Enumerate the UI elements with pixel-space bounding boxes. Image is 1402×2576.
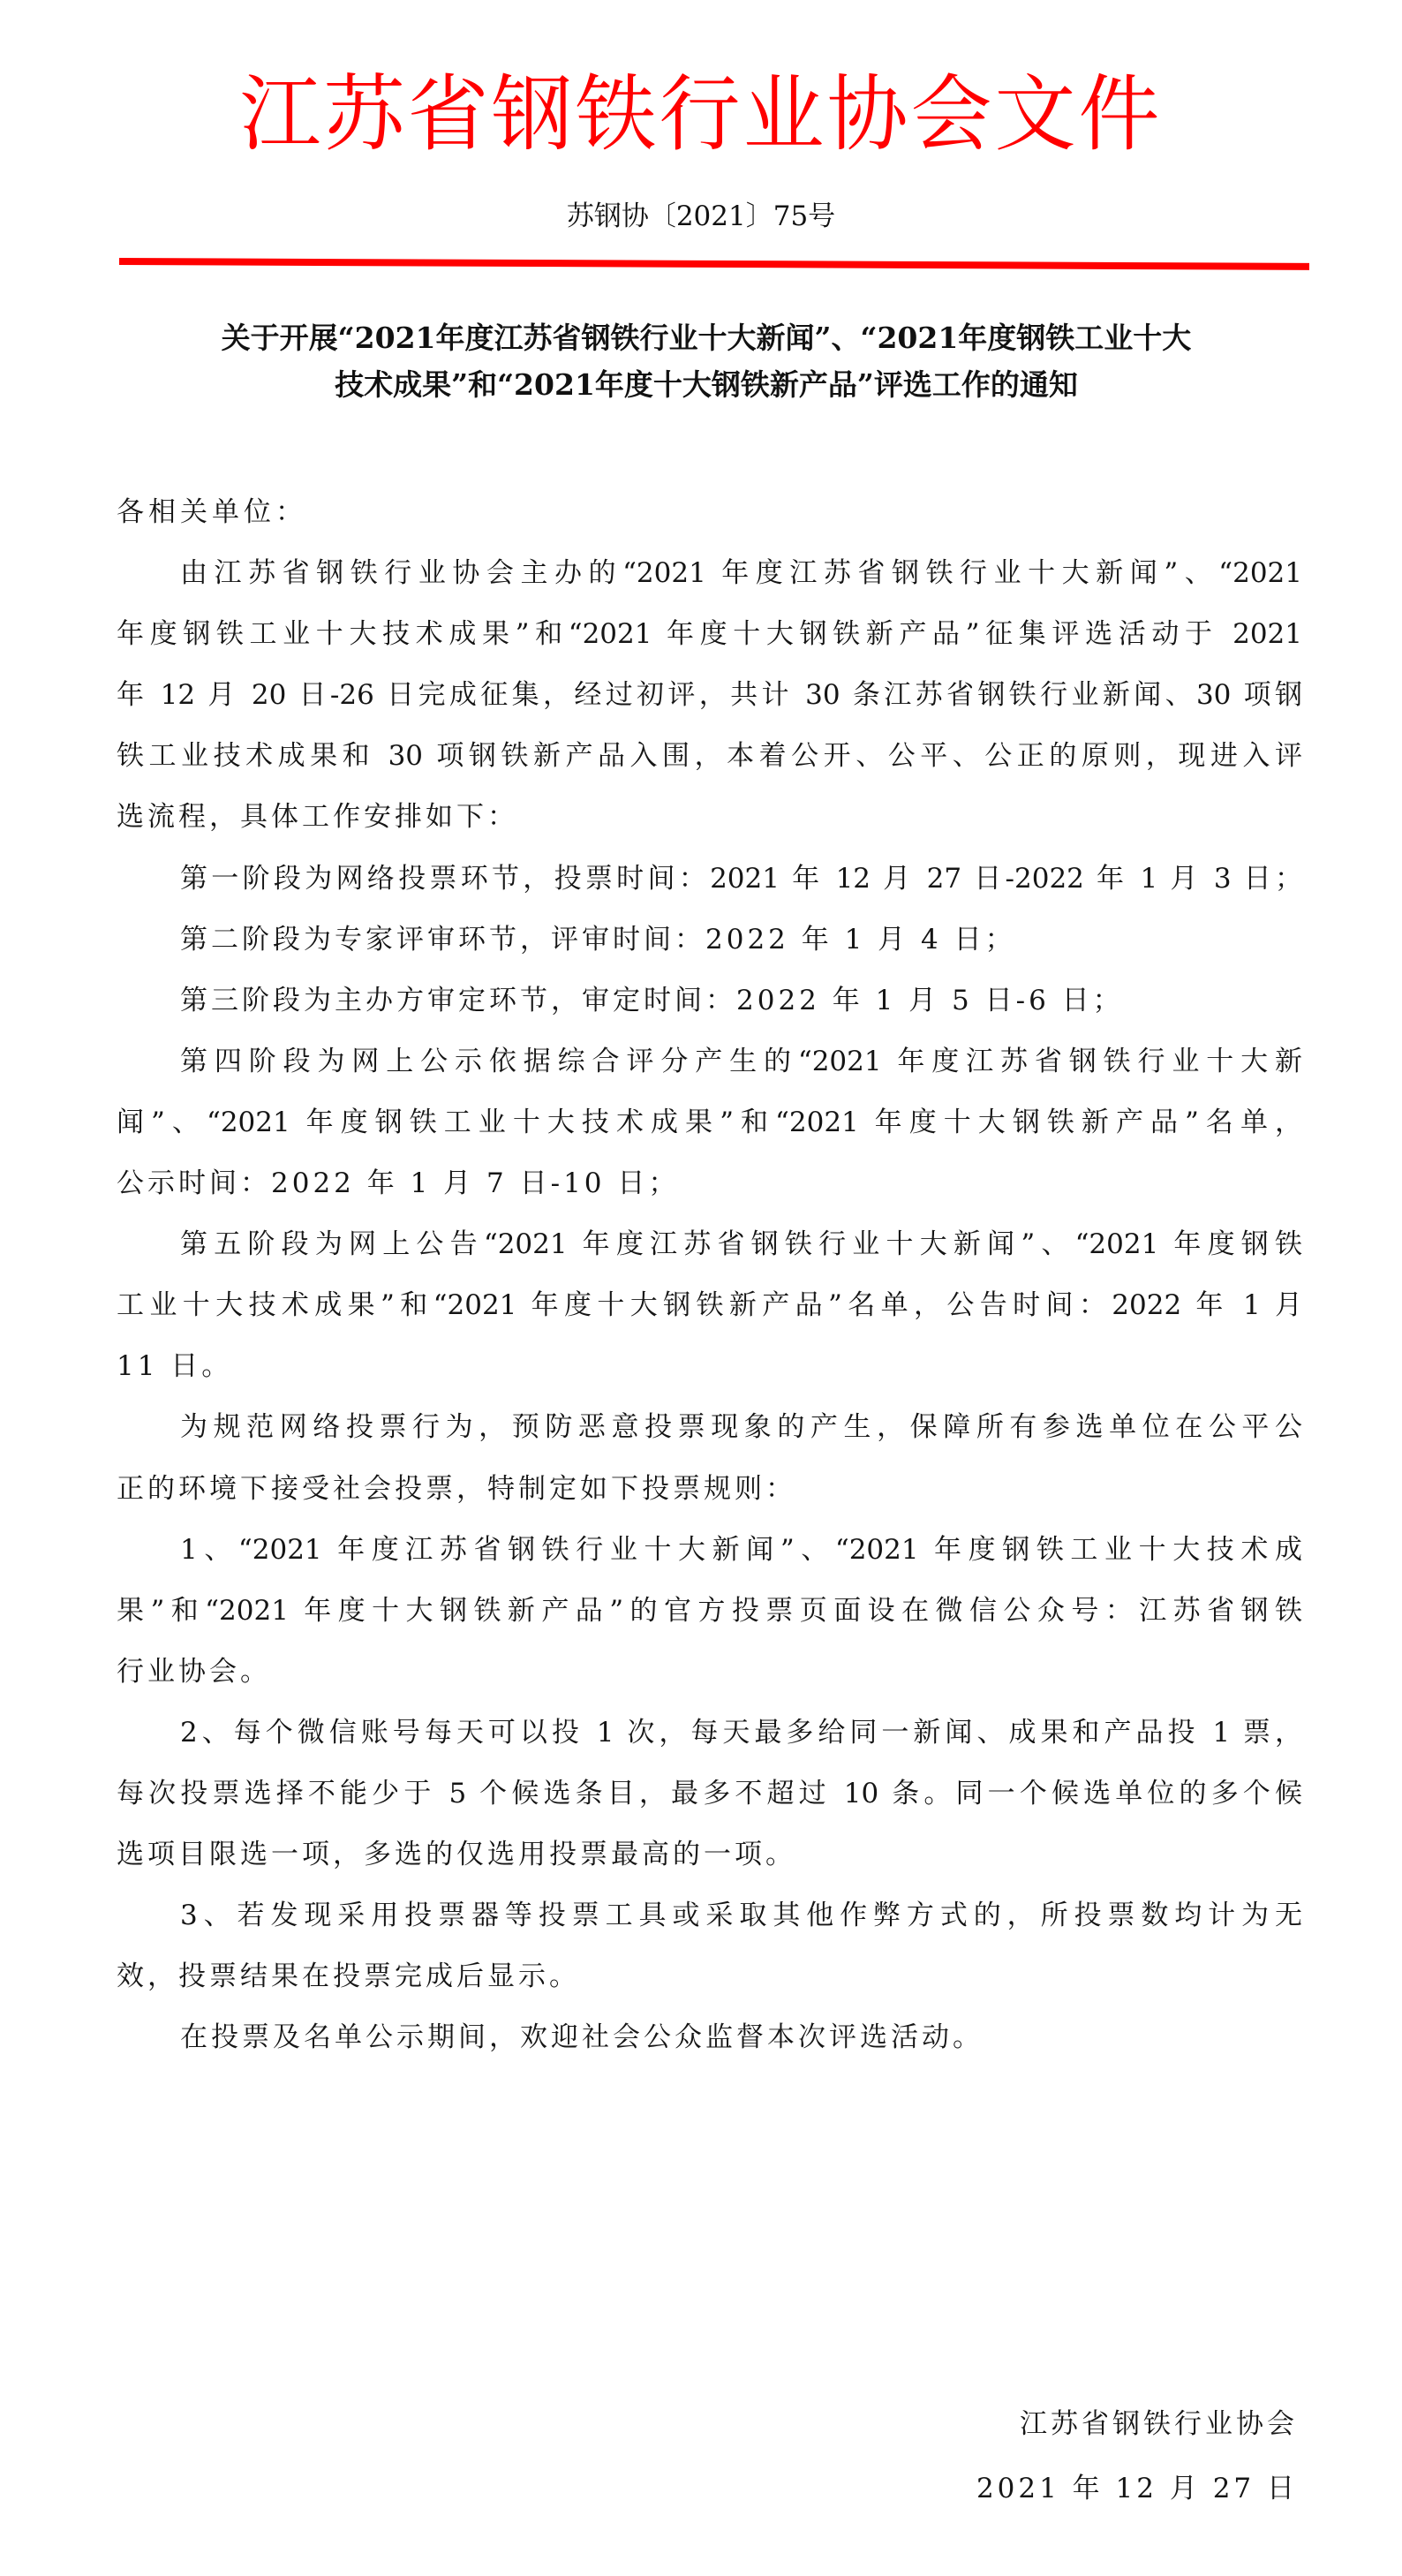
body-line: 果”和“2021 年度十大钢铁新产品”的官方投票页面设在微信公众号：江苏省钢铁 <box>117 1595 1302 1627</box>
body-line: 2、每个微信账号每天可以投 1 次，每天最多给同一新闻、成果和产品投 1 票， <box>180 1717 1302 1749</box>
body-line: 闻”、“2021 年度钢铁工业十大技术成果”和“2021 年度十大钢铁新产品”名单， <box>117 1107 1302 1138</box>
signature-date: 2021 年 12 月 27 日 <box>976 2473 1298 2504</box>
body-line: 由江苏省钢铁行业协会主办的“2021 年度江苏省钢铁行业十大新闻”、“2021 <box>180 557 1302 589</box>
body-line: 选流程，具体工作安排如下： <box>117 801 518 833</box>
document-number: 苏钢协〔2021〕75号 <box>566 200 836 232</box>
body-line: 为规范网络投票行为，预防恶意投票现象的产生，保障所有参选单位在公平公 <box>180 1411 1302 1443</box>
body-line: 每次投票选择不能少于 5 个候选条目，最多不超过 10 条。同一个候选单位的多个候 <box>117 1778 1302 1809</box>
body-line: 年 12 月 20 日-26 日完成征集，经过初评，共计 30 条江苏省钢铁行业新闻、30 项钢 <box>117 679 1302 711</box>
body-line: 在投票及名单公示期间，欢迎社会公众监督本次评选活动。 <box>180 2021 984 2053</box>
notice-heading-line-2: 技术成果”和“2021年度十大钢铁新产品”评选工作的通知 <box>335 367 1078 402</box>
body-line: 选项目限选一项，多选的仅选用投票最高的一项。 <box>117 1839 796 1870</box>
signature-organization: 江苏省钢铁行业协会 <box>1020 2408 1298 2440</box>
body-line: 年度钢铁工业十大技术成果”和“2021 年度十大钢铁新产品”征集评选活动于 2021 <box>117 618 1302 650</box>
body-line: 第四阶段为网上公示依据综合评分产生的“2021 年度江苏省钢铁行业十大新 <box>180 1046 1302 1077</box>
body-line: 11 日。 <box>117 1350 233 1382</box>
body-line: 第一阶段为网络投票环节，投票时间：2021 年 12 月 27 日-2022 年 1 月 3 日； <box>180 863 1302 895</box>
body-line: 正的环境下接受社会投票，特制定如下投票规则： <box>117 1473 796 1505</box>
salutation: 各相关单位： <box>117 496 307 528</box>
body-line: 第三阶段为主办方审定环节，审定时间：2022 年 1 月 5 日-6 日； <box>180 985 1124 1016</box>
body-line: 第五阶段为网上公告“2021 年度江苏省钢铁行业十大新闻”、“2021 年度钢铁 <box>180 1228 1302 1260</box>
body-line: 第二阶段为专家评审环节，评审时间：2022 年 1 月 4 日； <box>180 924 1016 956</box>
notice-heading-line-1: 关于开展“2021年度江苏省钢铁行业十大新闻”、“2021年度钢铁工业十大 <box>221 321 1192 355</box>
body-line: 效，投票结果在投票完成后显示。 <box>117 1960 580 1992</box>
org-letterhead-title: 江苏省钢铁行业协会文件 <box>239 65 1163 163</box>
body-line: 铁工业技术成果和 30 项钢铁新产品入围，本着公开、公平、公正的原则，现进入评 <box>117 740 1302 772</box>
body-line: 工业十大技术成果”和“2021 年度十大钢铁新产品”名单，公告时间：2022 年 1 月 <box>117 1289 1302 1321</box>
red-divider-line <box>119 258 1309 270</box>
body-line: 3、若发现采用投票器等投票工具或采取其他作弊方式的，所投票数均计为无 <box>180 1900 1302 1931</box>
body-line: 公示时间：2022 年 1 月 7 日-10 日； <box>117 1167 680 1199</box>
body-line: 行业协会。 <box>117 1656 271 1688</box>
body-line: 1、“2021 年度江苏省钢铁行业十大新闻”、“2021 年度钢铁工业十大技术成 <box>180 1534 1302 1566</box>
